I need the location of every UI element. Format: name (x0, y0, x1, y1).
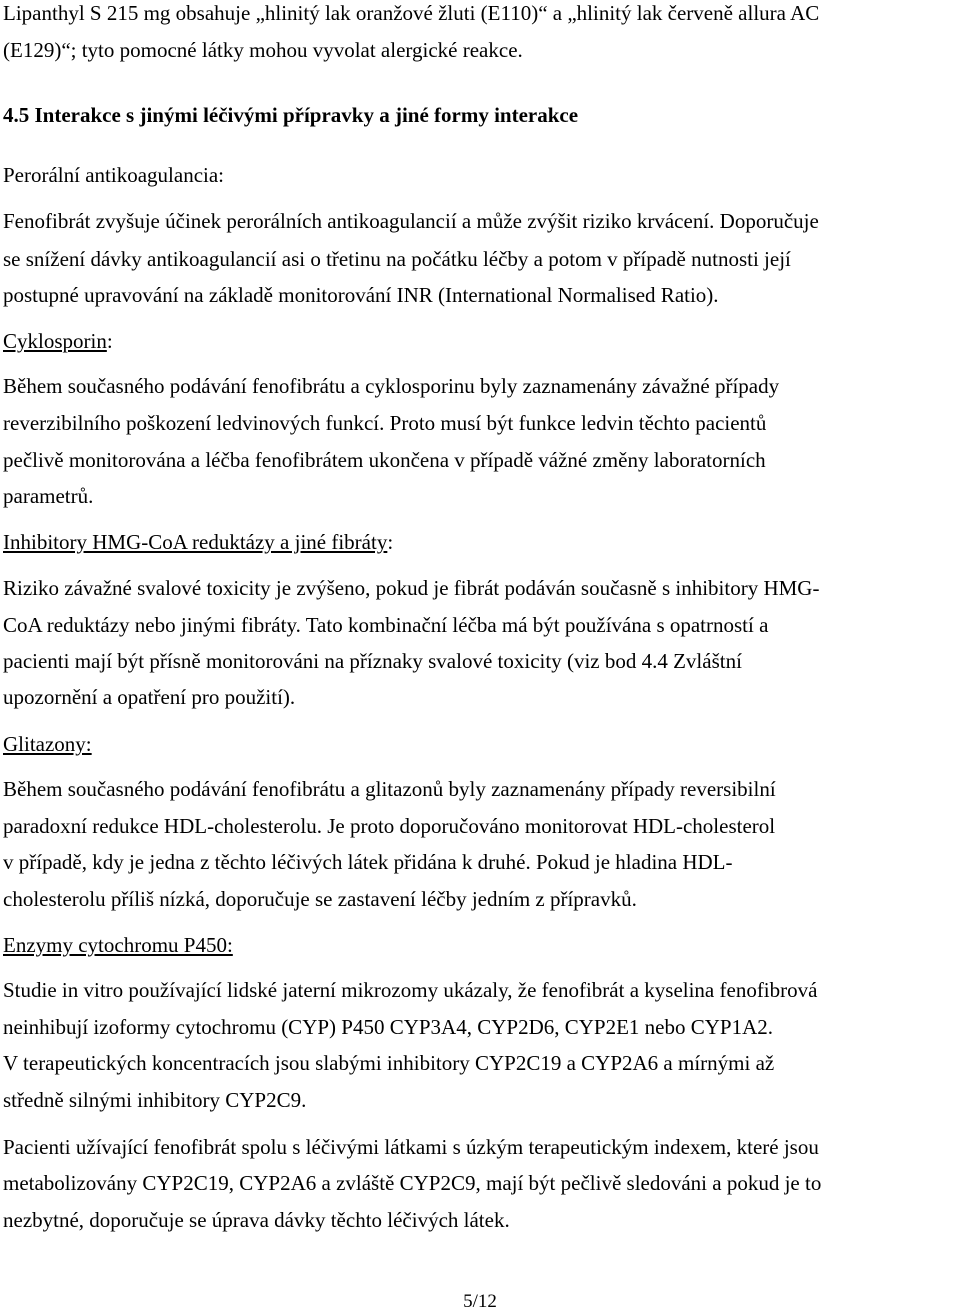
subheading-cyclosporin: Cyklosporin: (3, 329, 113, 353)
paragraph-line: Během současného podávání fenofibrátu a glitazonů byly zaznamenány případy reversibilní (3, 777, 776, 801)
paragraph-line: V terapeutických koncentracích jsou slabými inhibitory CYP2C19 a CYP2A6 a mírnými až (3, 1051, 775, 1075)
subheading-anticoagulants: Perorální antikoagulancia: (3, 163, 225, 187)
paragraph-line: Pacienti užívající fenofibrát spolu s léčivými látkami s úzkým terapeutickým indexem, které jsou (3, 1135, 819, 1159)
page-number: 5/12 (463, 1291, 497, 1312)
paragraph-line: Studie in vitro používající lidské jaterní mikrozomy ukázaly, že fenofibrát a kyselina fenofibrová (3, 978, 818, 1002)
paragraph-line: CoA reduktázy nebo jinými fibráty. Tato kombinační léčba má být používána s opatrností a (3, 613, 769, 637)
paragraph-line: pečlivě monitorována a léčba fenofibrátem ukončena v případě vážné změny laboratorních (3, 448, 766, 472)
paragraph-line: parametrů. (3, 484, 94, 508)
paragraph-line: pacienti mají být přísně monitorováni na příznaky svalové toxicity (viz bod 4.4 Zvláštní (3, 649, 742, 673)
paragraph-line: v případě, kdy je jedna z těchto léčivých látek přidána k druhé. Pokud je hladina HDL- (3, 850, 733, 874)
paragraph-line: reverzibilního poškození ledvinových funkcí. Proto musí být funkce ledvin těchto pacientů (3, 411, 767, 435)
paragraph-line: metabolizovány CYP2C19, CYP2A6 a zvláště CYP2C9, mají být pečlivě sledováni a pokud je to (3, 1171, 822, 1195)
subheading-glitazones: Glitazony: (3, 732, 92, 756)
intro-line: Lipanthyl S 215 mg obsahuje „hlinitý lak oranžové žluti (E110)“ a „hlinitý lak červeně allura AC (3, 1, 820, 25)
intro-line: (E129)“; tyto pomocné látky mohou vyvolat alergické reakce. (3, 38, 523, 62)
section-heading: 4.5 Interakce s jinými léčivými přípravky a jiné formy interakce (3, 103, 579, 127)
paragraph-line: středně silnými inhibitory CYP2C9. (3, 1088, 307, 1112)
subheading-cyp450: Enzymy cytochromu P450: (3, 933, 233, 957)
paragraph-line: Fenofibrát zvyšuje účinek perorálních antikoagulancií a může zvýšit riziko krvácení. Doporučuje (3, 209, 819, 233)
paragraph-line: postupné upravování na základě monitorování INR (International Normalised Ratio). (3, 283, 719, 307)
subheading-hmg-coa: Inhibitory HMG-CoA reduktázy a jiné fibráty: (3, 530, 394, 554)
paragraph-line: paradoxní redukce HDL-cholesterolu. Je proto doporučováno monitorovat HDL-cholesterol (3, 814, 776, 838)
paragraph-line: se snížení dávky antikoagulancií asi o třetinu na počátku léčby a potom v případě nutnosti její (3, 247, 791, 271)
paragraph-line: neinhibují izoformy cytochromu (CYP) P450 CYP3A4, CYP2D6, CYP2E1 nebo CYP1A2. (3, 1015, 774, 1039)
paragraph-line: Riziko závažné svalové toxicity je zvýšeno, pokud je fibrát podáván současně s inhibitory HMG- (3, 576, 820, 600)
paragraph-line: upozornění a opatření pro použití). (3, 685, 296, 709)
paragraph-line: cholesterolu příliš nízká, doporučuje se zastavení léčby jedním z přípravků. (3, 887, 637, 911)
paragraph-line: Během současného podávání fenofibrátu a cyklosporinu byly zaznamenány závažné případy (3, 374, 780, 398)
paragraph-line: nezbytné, doporučuje se úprava dávky těchto léčivých látek. (3, 1208, 510, 1232)
